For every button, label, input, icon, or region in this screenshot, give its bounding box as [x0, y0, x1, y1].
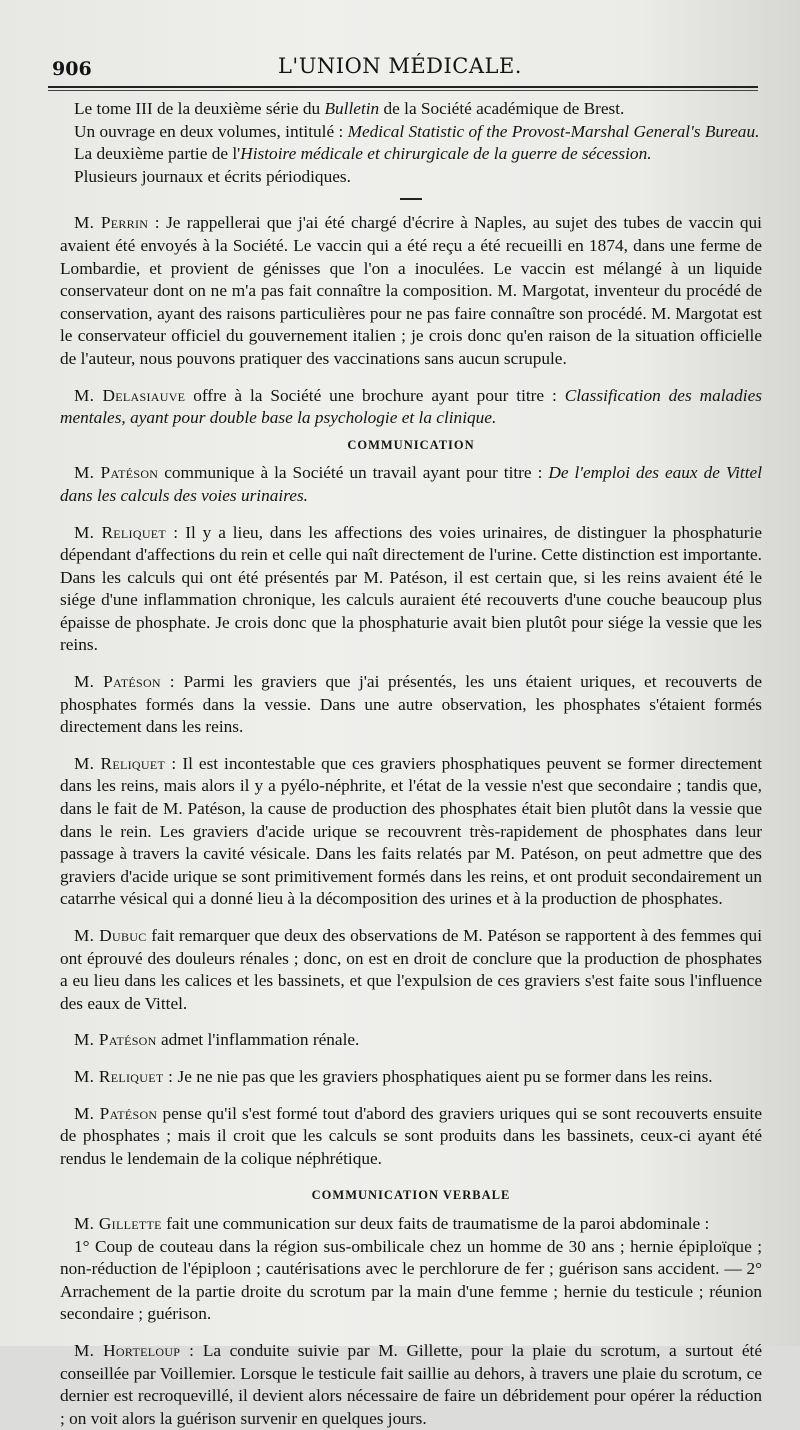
paragraph-text: La conduite suivie par M. Gillette, pour la plaie du scrotum, a surtout été conseillée par Voillemier. Lorsque le testicule fait saillie au dehors, à travers une plaie du scrotum, ce dernier est recroquevillé, il devient alors nécessaire de faire un débridement pour opérer la réduction ; on voit alors la guérison survenir en quelques jours. [60, 1340, 762, 1428]
paragraph-dubuc [60, 925, 762, 1015]
page-number: 906 [52, 58, 92, 80]
paragraph-text: Je ne nie pas que les graviers phosphatiques aient pu se former dans les reins. [173, 1066, 713, 1086]
speaker-name: M. Patéson [74, 463, 159, 483]
italic-title: Medical Statistic of the Provost-Marshal General's Bureau. [347, 121, 760, 141]
paragraph-text: pense qu'il s'est formé tout d'abord des graviers uriques qui se sont recouverts ensuite de phosphates ; mais il croit que les calculs se sont produits dans les bassinets, ceux-ci ayant été rendus le lendemain de la colique néphrétique. [60, 1103, 762, 1168]
page-body [60, 98, 762, 1430]
speaker-name: M. Reliquet : [74, 753, 177, 773]
section-heading-communication: COMMUNICATION [347, 437, 475, 452]
italic-title: Classification des maladies mentales, ayant pour double base la psychologie et la clinique. [60, 385, 762, 428]
running-title: L'UNION MÉDICALE. [277, 54, 522, 78]
paragraph-text: offre à la Société une brochure ayant pour titre : [185, 385, 565, 405]
header-rule-thin [48, 90, 758, 91]
speaker-name: M. Reliquet : [74, 1066, 174, 1086]
speaker-name: M. Horteloup : [74, 1340, 195, 1360]
paragraph-text: admet l'inflammation rénale. [156, 1030, 360, 1050]
text-run: Un ouvrage en deux volumes, intitulé : [74, 121, 348, 141]
paragraph-text: Il est incontestable que ces graviers phosphatiques peuvent se former directement dans les reins, mais alors il y a pyélo-néphrite, et l'état de la vessie n'est que secondaire ; tandis que, dans le fait de M. Patéson, la cause de production des phosphates était bien plutôt dans la vessie que dans le rein. Les graviers d'acide urique se recouvrent très-rapidement de phosphates dans leur passage à travers la cavité vésicale. Dans les faits relatés par M. Patéson, on peut admettre que des graviers d'acide urique se sont primitivement formés dans les reins, et ont produit secondairement un catarrhe vésical qui a donné lieu à la décomposition des urines et à la production de phosphates. [60, 753, 762, 909]
intro-line-journaux: Plusieurs journaux et écrits périodiques. [74, 166, 351, 186]
italic-title: De l'emploi des eaux de Vittel dans les calculs des voies urinaires. [60, 463, 762, 505]
paragraph-text: Parmi les graviers que j'ai présentés, les uns étaient uriques, et recouverts de phosphates formés dans la vessie. Dans une autre observation, les phosphates s'étaient formés directement dans les reins. [60, 672, 762, 737]
italic-title: Bulletin [324, 99, 380, 118]
intro-line-ouvrage [60, 121, 762, 144]
paragraph-text: fait remarquer que deux des observations de M. Patéson se rapportent à des femmes qui ont éprouvé des douleurs rénales ; donc, on est en droit de conclure que la production de phosphates a eu lieu dans les calices et les bassinets, et que l'expulsion de ces graviers s'est faite sous l'influence des eaux de Vittel. [60, 926, 762, 1013]
speaker-name: M. Patéson [74, 1030, 157, 1050]
paragraph-perrin [60, 212, 762, 370]
paragraph-text: fait une communication sur deux faits de traumatisme de la paroi abdominale : [161, 1213, 710, 1233]
paragraph-pateson-1 [60, 462, 762, 507]
speaker-name: M. Reliquet : [74, 522, 179, 542]
italic-title: Histoire médicale et chirurgicale de la guerre de sécession. [240, 144, 652, 164]
speaker-name: M. Gillette [74, 1213, 162, 1233]
paragraph-reliquet-3 [60, 1066, 762, 1089]
paragraph-gillette [60, 1213, 762, 1236]
section-heading-communication-verbale: COMMUNICATION VERBALE [311, 1188, 511, 1203]
text-run: Le tome III de la deuxième série du [74, 99, 325, 118]
speaker-name: M. Patéson [74, 1103, 158, 1123]
speaker-name: M. Delasiauve [74, 385, 186, 405]
paragraph-pateson-4 [60, 1103, 762, 1171]
paragraph-horteloup [60, 1340, 762, 1430]
paragraph-text: communique à la Société un travail ayant pour titre : [158, 463, 549, 483]
speaker-name: M. Patéson : [74, 672, 175, 692]
paragraph-reliquet-1 [60, 522, 762, 658]
intro-line-histoire [60, 143, 762, 166]
page-header [0, 52, 800, 86]
text-run: La deuxième partie de l' [74, 144, 241, 164]
paragraph-text: Je rappellerai que j'ai été chargé d'écrire à Naples, au sujet des tubes de vaccin qui avaient été envoyés à la Société. Le vaccin qui a été reçu a été recueilli en 1874, dans une ferme de Lombardie, et provient de génisses que l'on a inoculées. Le vaccin est mélangé à un liquide conservateur dont on ne m'a pas fait connaître la composition. M. Margotat, inventeur du procédé de conservation, ayant des raisons particulières pour ne pas faire connaître son procédé. M. Margotat est le conservateur officiel du gouvernement italien ; je crois donc qu'en raison de la situation officielle de l'auteur, nous pouvons pratiquer des vaccinations sans aucun scrupule. [60, 213, 762, 368]
paragraph-reliquet-2 [60, 753, 762, 911]
header-rule [48, 86, 758, 88]
intro-line-bulletin [60, 98, 762, 121]
paragraph-text: Il y a lieu, dans les affections des voies urinaires, de distinguer la phosphaturie dépendant d'affections du rein et celle qui naît directement de l'urine. Cette distinction est importante. Dans les calculs qui ont été présentés par M. Patéson, il est certain que, si les reins avaient été le siége d'une inflammation chronique, les calculs auraient été recouverts d'une couche beaucoup plus épaisse de phosphate. Je crois donc que la phosphaturie avait bien plutôt pour siége la vessie que les reins. [60, 522, 762, 655]
paragraph-pateson-3 [60, 1029, 762, 1052]
speaker-name: M. Dubuc [74, 926, 147, 945]
text-run: de la Société académique de Brest. [379, 99, 625, 118]
paragraph-delasiauve [60, 385, 762, 430]
paragraph-pateson-2 [60, 671, 762, 739]
speaker-name: M. Perrin : [74, 213, 160, 233]
paragraph-cases: 1° Coup de couteau dans la région sus-ombilicale chez un homme de 30 ans ; hernie épiploïque ; non-réduction de l'épiploon ; cautérisations avec le perchlorure de fer ; guérison sans accident. — 2° Arrachement de la partie droite du scrotum par la main d'une femme ; hernie du testicule ; réunion secondaire ; guérison. [60, 1236, 762, 1324]
section-separator [400, 198, 422, 200]
